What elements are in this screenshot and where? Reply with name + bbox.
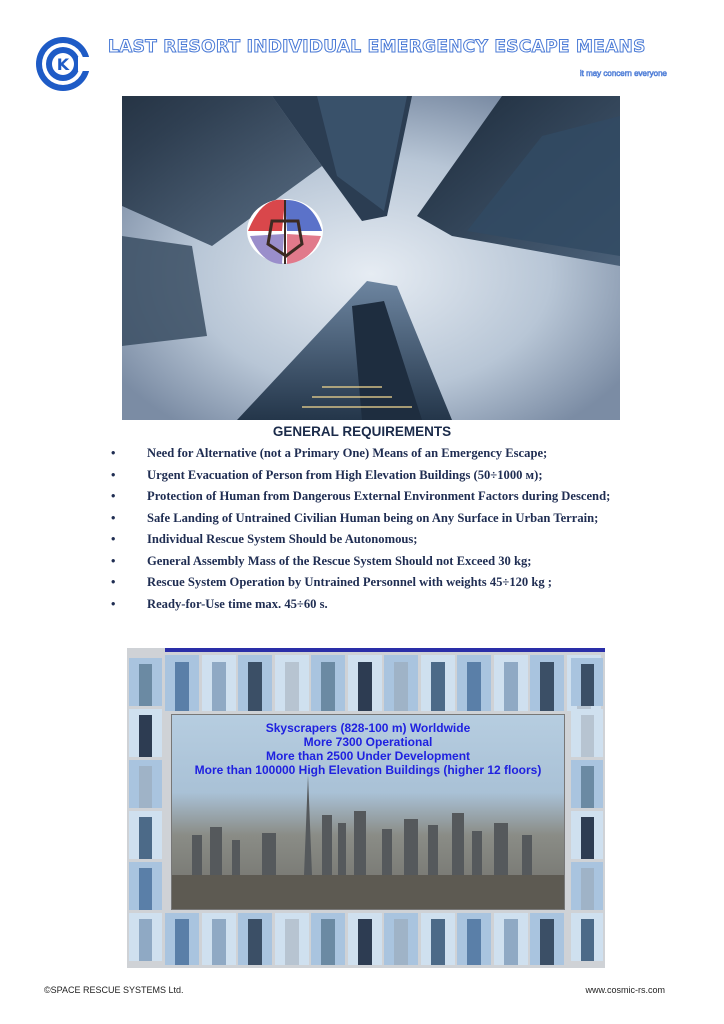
skyscraper-thumbnail xyxy=(129,709,162,757)
page-subtitle: it may concern everyone xyxy=(579,69,667,78)
collage-line: More than 100000 High Elevation Buildings (higher 12 floors) xyxy=(194,763,542,777)
skyscraper-thumbnail xyxy=(129,913,162,961)
skyscraper-thumbnail xyxy=(202,913,236,965)
bullet-icon: • xyxy=(111,553,116,568)
footer-copyright: ©SPACE RESCUE SYSTEMS Ltd. xyxy=(44,985,184,995)
skyscraper-thumbnail xyxy=(311,655,345,711)
bullet-icon: • xyxy=(111,446,116,460)
list-item: • Urgent Evacuation of Person from High Elevation Buildings (50÷1000 м); xyxy=(111,467,543,482)
collage-line: More than 2500 Under Development xyxy=(265,749,471,763)
skyscraper-thumbnail xyxy=(530,655,564,711)
list-item: • Individual Rescue System Should be Autonomous; xyxy=(111,532,418,546)
skyscraper-thumbnail xyxy=(202,655,236,711)
skyscraper-thumbnail xyxy=(311,913,345,965)
company-logo xyxy=(34,35,92,93)
bullet-icon: • xyxy=(111,467,116,482)
footer-website: www.cosmic-rs.com xyxy=(585,985,665,995)
collage-line: Skyscrapers (828-100 m) Worldwide xyxy=(265,721,471,735)
skyscraper-thumbnail xyxy=(494,913,528,965)
bullet-icon: • xyxy=(111,489,116,503)
skyscraper-thumbnail xyxy=(238,655,272,711)
bullet-icon: • xyxy=(111,510,116,525)
skyscraper-thumbnail xyxy=(129,862,162,910)
skyscraper-thumbnail xyxy=(165,655,199,711)
list-item: • Rescue System Operation by Untrained Personnel with weights 45÷120 kg ; xyxy=(111,575,553,589)
bullet-icon: • xyxy=(111,575,116,589)
skyscraper-thumbnail xyxy=(129,760,162,808)
skyscraper-thumbnail xyxy=(348,913,382,965)
list-item: • Protection of Human from Dangerous External Environment Factors during Descend; xyxy=(111,489,611,503)
skyscraper-thumbnail xyxy=(571,760,603,808)
skyscraper-thumbnail xyxy=(165,913,199,965)
skyscraper-thumbnail xyxy=(348,655,382,711)
skyscraper-thumbnail xyxy=(571,913,603,961)
collage-line: More 7300 Operational xyxy=(303,735,433,749)
skyscraper-thumbnail xyxy=(571,862,603,910)
skyscraper-thumbnail xyxy=(421,913,455,965)
list-item: • General Assembly Mass of the Rescue System Should not Exceed 30 kg; xyxy=(111,553,532,568)
dubai-skyline-photo xyxy=(171,714,565,910)
bullet-icon: • xyxy=(111,596,116,611)
skyscraper-thumbnail xyxy=(530,913,564,965)
skyscraper-thumbnail xyxy=(457,655,491,711)
skyscraper-thumbnail xyxy=(421,655,455,711)
collage-top-bar xyxy=(165,648,605,652)
skyscraper-thumbnail xyxy=(571,811,603,859)
skyscraper-thumbnail xyxy=(571,709,603,757)
skyscraper-thumbnail xyxy=(457,913,491,965)
skyscraper-thumbnail xyxy=(494,655,528,711)
list-item: • Need for Alternative (not a Primary One) Means of an Emergency Escape; xyxy=(111,446,548,460)
requirements-list xyxy=(111,446,686,618)
page-title: LAST RESORT INDIVIDUAL EMERGENCY ESCAPE MEANS xyxy=(108,37,646,57)
collage-caption xyxy=(172,721,564,777)
skyscraper-thumbnail xyxy=(275,655,309,711)
bullet-icon: • xyxy=(111,532,116,546)
skyscraper-thumbnail xyxy=(129,658,162,706)
skyscraper-thumbnail xyxy=(384,913,418,965)
list-item: • Safe Landing of Untrained Civilian Human being on Any Surface in Urban Terrain; xyxy=(111,510,599,525)
requirements-heading: GENERAL REQUIREMENTS xyxy=(272,424,452,439)
logo-letter: K xyxy=(56,55,70,74)
hero-photo xyxy=(122,96,620,420)
skyscraper-collage xyxy=(127,648,605,968)
skyscraper-thumbnail xyxy=(238,913,272,965)
skyscraper-thumbnail xyxy=(275,913,309,965)
skyscraper-thumbnail xyxy=(384,655,418,711)
skyscraper-thumbnail xyxy=(129,811,162,859)
skyscraper-thumbnail xyxy=(571,658,603,706)
list-item: • Ready-for-Use time max. 45÷60 s. xyxy=(111,596,328,611)
